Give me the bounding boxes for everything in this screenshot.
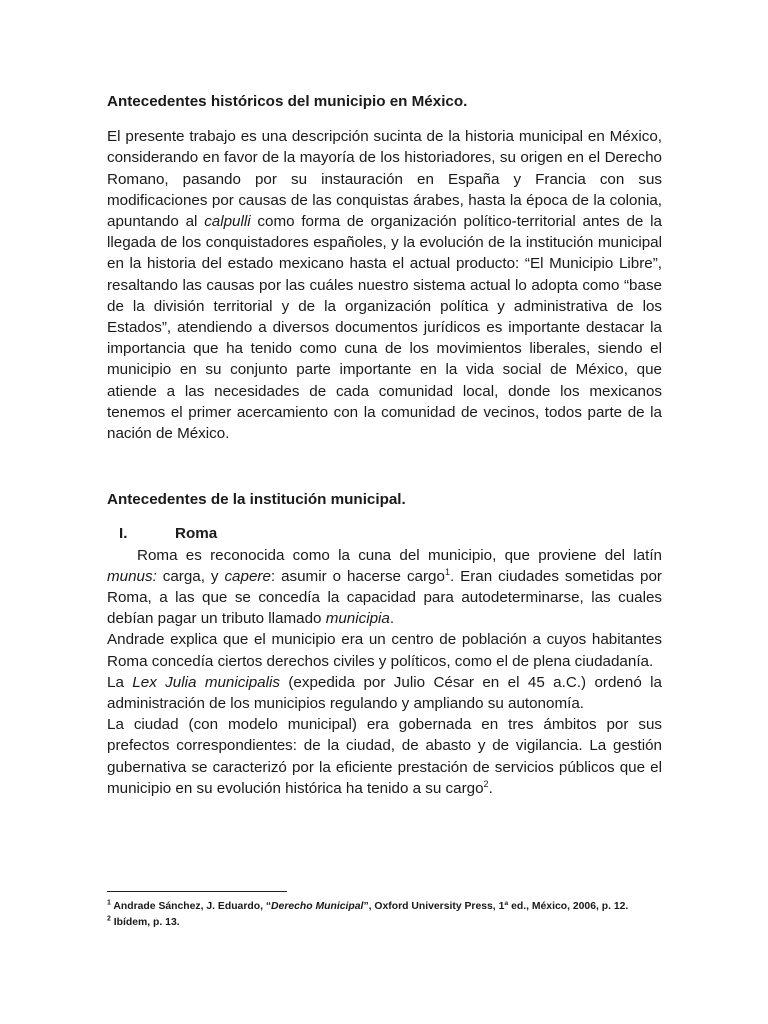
- section-title-historical-background: Antecedentes históricos del municipio en México.: [107, 93, 468, 110]
- p1-text-a: Roma es reconocida como la cuna del municipio, que proviene del latín: [137, 546, 662, 564]
- p1-text-e: .: [389, 610, 395, 628]
- footnote-1: [107, 899, 707, 915]
- p4-text-a: La ciudad (con modelo municipal) era gobernada en tres ámbitos por sus prefectos correspondientes: de la ciudad, de abasto y de vigilancia. La gestión gubernativa se caracterizó por la eficiente prestación de servicios públicos que el municipio en su evolución histórica ha tenido a su cargo: [107, 716, 662, 797]
- footnote-separator: [107, 891, 287, 892]
- p1-text-d: . Eran ciudades sometidas por Roma, a las que se concedía la capacidad para autodeterminarse, las cuales debían pagar un tributo llamado: [107, 567, 662, 628]
- footnote-2-mark: 2: [107, 915, 111, 923]
- subsection-heading-roma: [107, 523, 662, 544]
- p3-italic-lex-julia: Lex Julia municipalis: [132, 673, 280, 691]
- p1-text-c: : asumir o hacerse cargo: [270, 567, 445, 585]
- p1-italic-municipia: municipia: [325, 610, 390, 628]
- footnotes: [107, 899, 707, 931]
- intro-paragraph: [107, 126, 662, 444]
- subsection-title: Roma: [175, 525, 218, 543]
- roma-paragraph-1: [107, 545, 662, 630]
- roma-paragraph-3: [107, 672, 662, 714]
- p1-italic-capere: capere: [224, 567, 271, 585]
- footnote-1-italic-title: Derecho Municipal: [271, 901, 364, 912]
- subsection-number: I.: [119, 525, 128, 543]
- intro-italic-calpulli: calpulli: [204, 213, 251, 231]
- document-body: [107, 91, 662, 799]
- footnote-ref-2[interactable]: 2: [483, 778, 489, 789]
- p3-text-b: (expedida por Julio César en el 45 a.C.) ordenó la administración de los municipios regulando y ampliando su autonomía.: [107, 673, 662, 713]
- intro-text-b: como forma de organización político-territorial antes de la llegada de los conquistadores españoles, y la evolución de la institución municipal en la historia del estado mexicano hasta el actual producto: “El Municipio Libre”, resaltando las causas por las cuáles nuestro sistema actual lo adopta como “base de la división territorial y de la organización política y administrativa de los Estados”, atendiendo a diversos documentos jurídicos es importante destacar la importancia que ha tenido como cuna de los movimientos liberales, siendo el municipio en su conjunto parte importante en la vida social de México, que atiende a las necesidades de cada comunidad local, donde los mexicanos tenemos el primer acercamiento con la comunidad de vecinos, todos parte de la nación de México.: [107, 213, 662, 443]
- p4-text-b: .: [488, 779, 493, 797]
- intro-text-a: El presente trabajo es una descripción sucinta de la historia municipal en México, considerando en favor de la mayoría de los historiadores, su origen en el Derecho Romano, pasando por su instauración en España y Francia con sus modificaciones por causas de las conquistas árabes, hasta la época de la colonia, apuntando al: [107, 128, 662, 231]
- p1-italic-munus: munus:: [107, 567, 157, 585]
- footnote-1-text-b: ”, Oxford University Press, 1ª ed., México, 2006, p. 12.: [363, 901, 629, 912]
- section-title-municipal-institution: Antecedentes de la institución municipal.: [107, 491, 406, 509]
- footnote-1-mark: 1: [107, 899, 111, 907]
- footnote-1-text-a: Andrade Sánchez, J. Eduardo, “: [110, 901, 272, 912]
- p1-text-b: carga, y: [156, 567, 225, 585]
- p3-text-a: La: [107, 673, 133, 691]
- roma-paragraph-2: Andrade explica que el municipio era un centro de población a cuyos habitantes Roma concedía ciertos derechos civiles y políticos, como el de plena ciudadanía.: [107, 631, 662, 670]
- footnote-2-text: Ibídem, p. 13.: [110, 917, 180, 928]
- roma-paragraph-4: [107, 714, 662, 799]
- footnote-2: [107, 915, 707, 931]
- footnote-ref-1[interactable]: 1: [444, 566, 450, 577]
